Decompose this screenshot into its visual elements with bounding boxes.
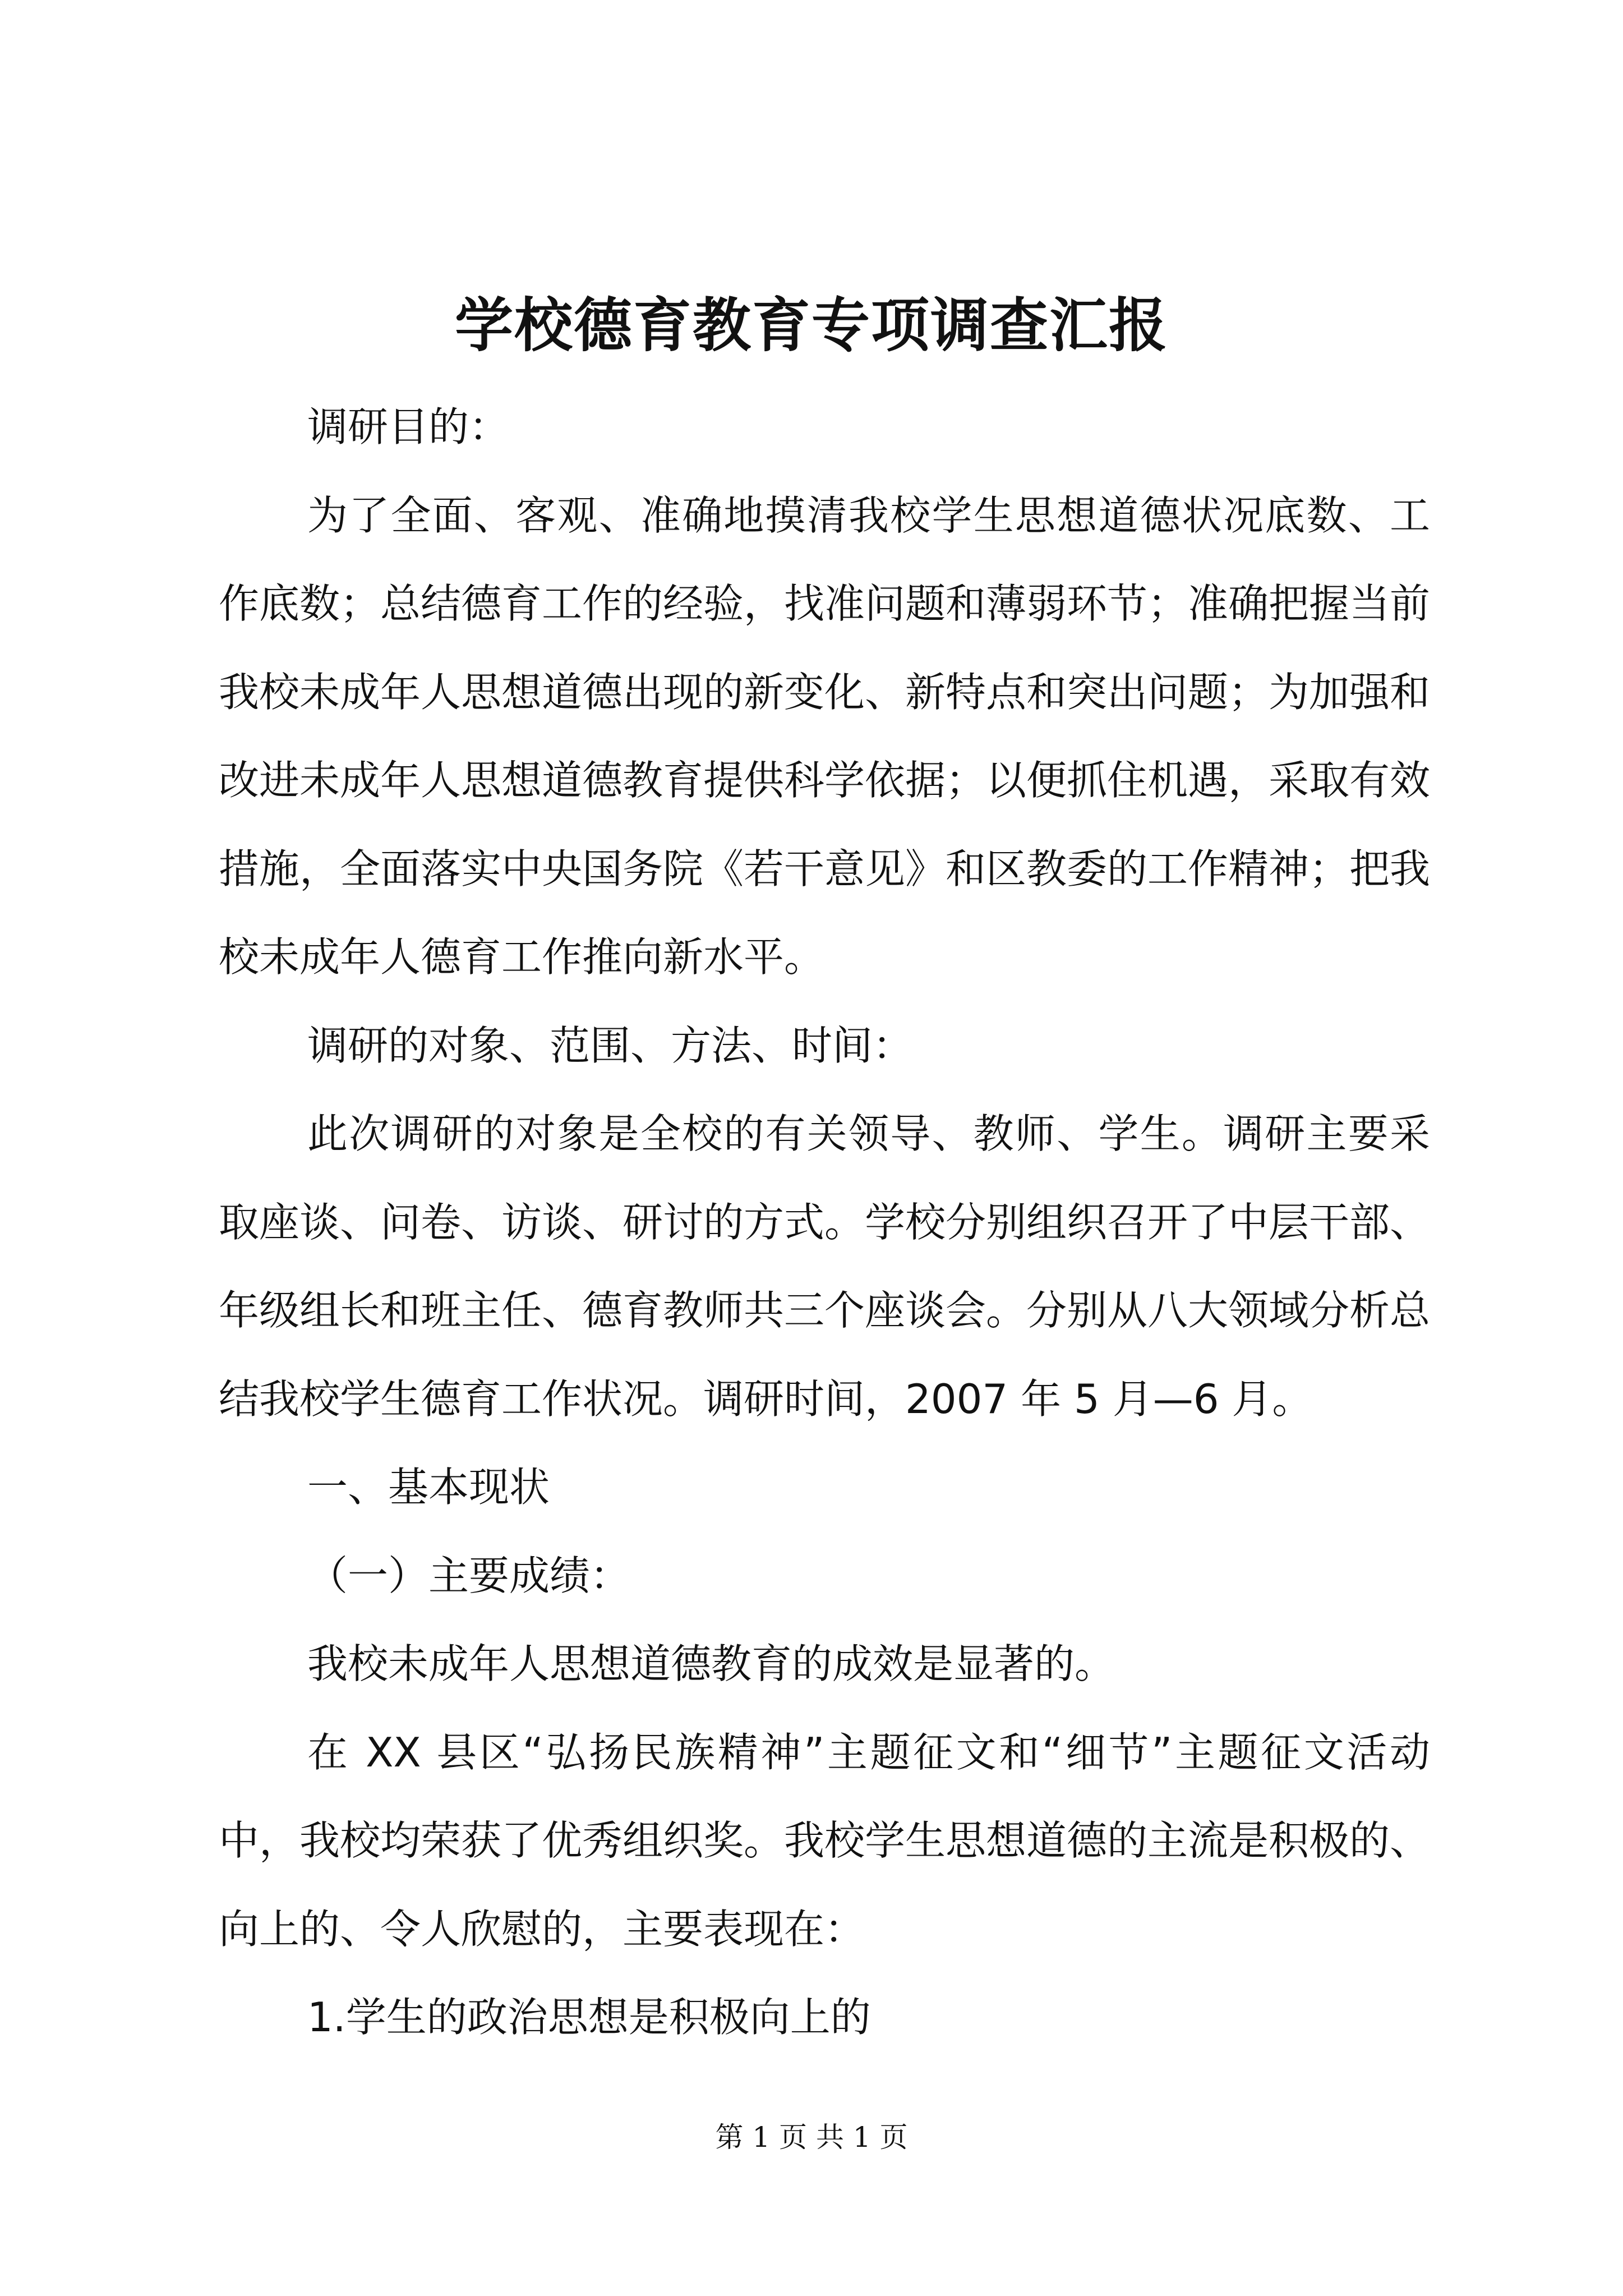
page-footer: 第 1 页 共 1 页 (715, 2121, 908, 2154)
section-heading-basic-status: 一、基本现状 (307, 1464, 550, 1511)
paragraph-research-scope-heading: 调研的对象、范围、方法、时间： (307, 1022, 914, 1069)
paragraph-research-purpose-heading: 调研目的： (307, 403, 510, 450)
list-item-political-thought: 1.学生的政治思想是积极向上的 (307, 1994, 871, 2041)
subsection-heading-main-achievements: （一）主要成绩： (307, 1552, 631, 1599)
paragraph-research-scope: 此次调研的对象是全校的有关领导、教师、学生。调研主要采取座谈、问卷、访谈、研讨的方式。学校分别组织召开了中层干部、年级组长和班主任、德育教师共三个座谈会。分别从八大领域分析总结我校学生德育工作状况。调研时间，2007 年 5 月—6 月。 (219, 1110, 1431, 1423)
paragraph-achievements-summary: 我校未成年人思想道德教育的成效是显著的。 (307, 1640, 1115, 1687)
document-title: 学校德育教育专项调查汇报 (454, 291, 1168, 360)
paragraph-awards: 在 XX 县区“弘扬民族精神”主题征文和“细节”主题征文活动中，我校均荣获了优秀组织奖。我校学生思想道德的主流是积极的、向上的、令人欣慰的，主要表现在： (219, 1728, 1431, 1953)
paragraph-research-purpose: 为了全面、客观、准确地摸清我校学生思想道德状况底数、工作底数；总结德育工作的经验，找准问题和薄弱环节；准确把握当前我校未成年人思想道德出现的新变化、新特点和突出问题；为加强和改进未成年人思想道德教育提供科学依据；以便抓住机遇，采取有效措施，全面落实中央国务院《若干意见》和区教委的工作精神；把我校未成年人德育工作推向新水平。 (219, 491, 1431, 981)
document-body (219, 383, 1430, 2062)
